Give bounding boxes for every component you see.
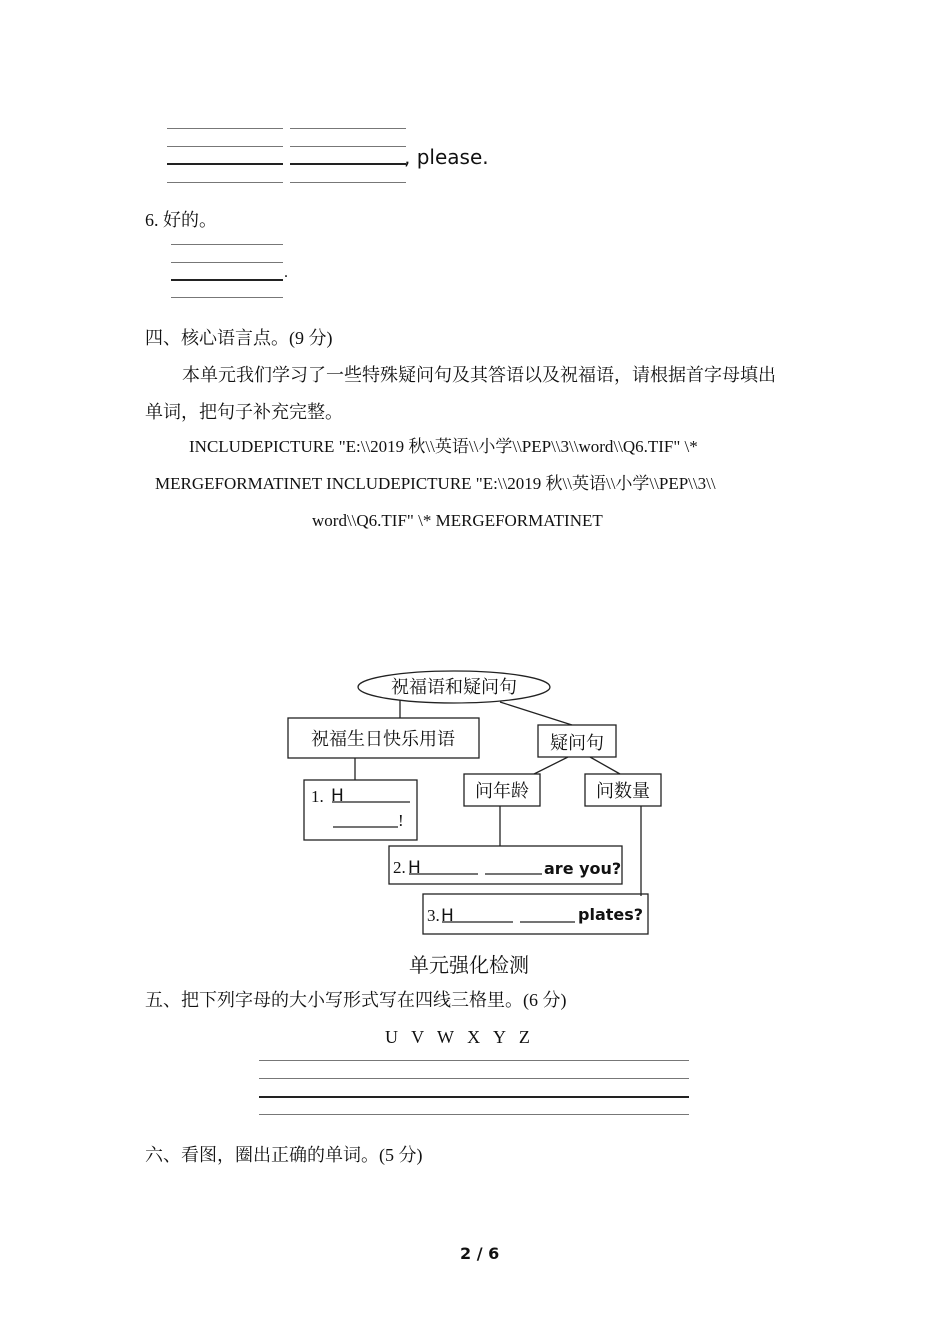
section5-title: 五、把下列字母的大小写形式写在四线三格里。(6 分) — [145, 990, 567, 1010]
unit-title: 单元强化检测 — [409, 953, 529, 977]
field-code-line2: MERGEFORMATINET INCLUDEPICTURE "E:\\2019 秋\\英语\\小学\\PEP\\3\\ — [155, 474, 716, 493]
section4-title: 四、核心语言点。(9 分) — [145, 328, 333, 348]
item3-number: 3. — [427, 906, 440, 925]
please-text: , please. — [404, 145, 489, 169]
item2-letter: H — [408, 858, 421, 878]
item1-end: ! — [398, 811, 404, 830]
diagram-root-label: 祝福语和疑问句 — [391, 677, 517, 698]
q6-label: 6. 好的。 — [145, 210, 217, 230]
diagram-age-label: 问年龄 — [475, 781, 529, 802]
q6-period: . — [284, 264, 288, 281]
item1-number: 1. — [311, 787, 324, 806]
item3-letter: H — [441, 906, 454, 926]
diagram-quantity-label: 问数量 — [596, 781, 650, 802]
page-number: 2 / 6 — [460, 1244, 500, 1263]
item2-number: 2. — [393, 858, 406, 877]
section6-title: 六、看图，圈出正确的单词。(5 分) — [145, 1145, 423, 1165]
section4-desc-line2: 单词，把句子补充完整。 — [145, 402, 343, 422]
section5-letters: U V W X Y Z — [385, 1027, 530, 1047]
field-code-line1: INCLUDEPICTURE "E:\\2019 秋\\英语\\小学\\PEP\\3\\word\\Q6.TIF" \* — [189, 437, 698, 456]
diagram-birthday-label: 祝福生日快乐用语 — [311, 729, 455, 750]
blessing-question-diagram — [280, 660, 670, 940]
section4-desc-line1: 本单元我们学习了一些特殊疑问句及其答语以及祝福语，请根据首字母填出 — [182, 365, 776, 385]
item1-letter: H — [331, 786, 344, 806]
diagram-question-label: 疑问句 — [550, 733, 604, 754]
field-code-line3: word\\Q6.TIF" \* MERGEFORMATINET — [312, 511, 603, 530]
item2-end: are you? — [544, 859, 622, 878]
item3-end: plates? — [578, 905, 644, 924]
